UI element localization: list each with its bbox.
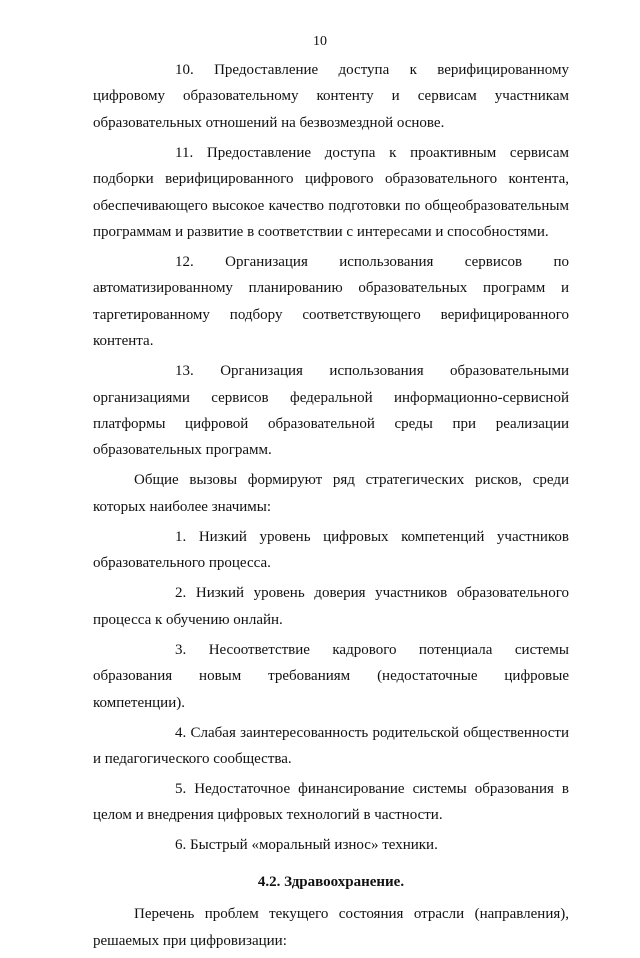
- risk-item-number: 1.: [175, 528, 187, 545]
- risk-item-text: Быстрый «моральный износ» техники.: [190, 837, 438, 854]
- list-item-number: 12.: [175, 254, 194, 271]
- document-body: [93, 57, 569, 958]
- risk-item: [93, 832, 569, 858]
- risk-item: [93, 776, 569, 829]
- risk-item-text: Низкий уровень цифровых компетенций участников образовательного процесса.: [93, 528, 570, 572]
- risk-item-number: 4.: [175, 724, 187, 741]
- list-item-number: 10.: [175, 62, 194, 78]
- risk-item-number: 3.: [175, 641, 187, 658]
- list-item: [93, 358, 569, 464]
- risks-list: [93, 524, 569, 859]
- risk-item-text: Низкий уровень доверия участников образовательного процесса к обучению онлайн.: [93, 585, 569, 628]
- list-item-text: Организация использования образовательными организациями сервисов федеральной информационно-сервисной платформы цифровой образовательной среды при реализации образовательных программ.: [93, 363, 570, 459]
- risk-item: [93, 720, 569, 773]
- list-item-text: Организация использования сервисов по автоматизированному планированию образовательных программ и таргетированному подбору соответствующего верифицированного контента.: [93, 254, 569, 350]
- list-item-text: Предоставление доступа к верифицированному цифровому образовательному контенту и сервисам участникам образовательных отношений на безвозмездной основе.: [93, 62, 569, 131]
- list-item: [93, 57, 569, 136]
- risk-item: [93, 524, 569, 577]
- section-heading: 4.2. Здравоохранение.: [257, 873, 405, 890]
- risk-item-number: 2.: [175, 585, 187, 602]
- risk-item-text: Несоответствие кадрового потенциала системы образования новым требованиям (недостаточные цифровые компетенции).: [93, 641, 570, 711]
- page-number: 10: [313, 34, 327, 49]
- risk-item: [93, 637, 569, 716]
- list-item-number: 11.: [175, 144, 194, 161]
- risk-item: [93, 580, 569, 633]
- list-item: [93, 140, 569, 246]
- risk-item-number: 5.: [175, 780, 187, 797]
- risk-item-text: Недостаточное финансирование системы образования в целом и внедрения цифровых технологий в частности.: [93, 780, 570, 824]
- services-list: [93, 57, 569, 464]
- risk-item-text: Слабая заинтересованность родительской общественности и педагогического сообщества.: [93, 724, 569, 767]
- list-item-number: 13.: [175, 363, 194, 380]
- risk-item-number: 6.: [175, 837, 187, 854]
- risks-intro: Общие вызовы формируют ряд стратегических рисков, среди которых наиболее значимы:: [93, 472, 569, 515]
- section-intro: Перечень проблем текущего состояния отрасли (направления), решаемых при цифровизации:: [93, 906, 569, 949]
- list-item: [93, 249, 569, 355]
- list-item-text: Предоставление доступа к проактивным сервисам подборки верифицированного цифрового образовательного контента, обеспечивающего высокое качество подготовки по общеобразовательным программам и развитие в соответствии с интересами и способностями.: [93, 144, 569, 241]
